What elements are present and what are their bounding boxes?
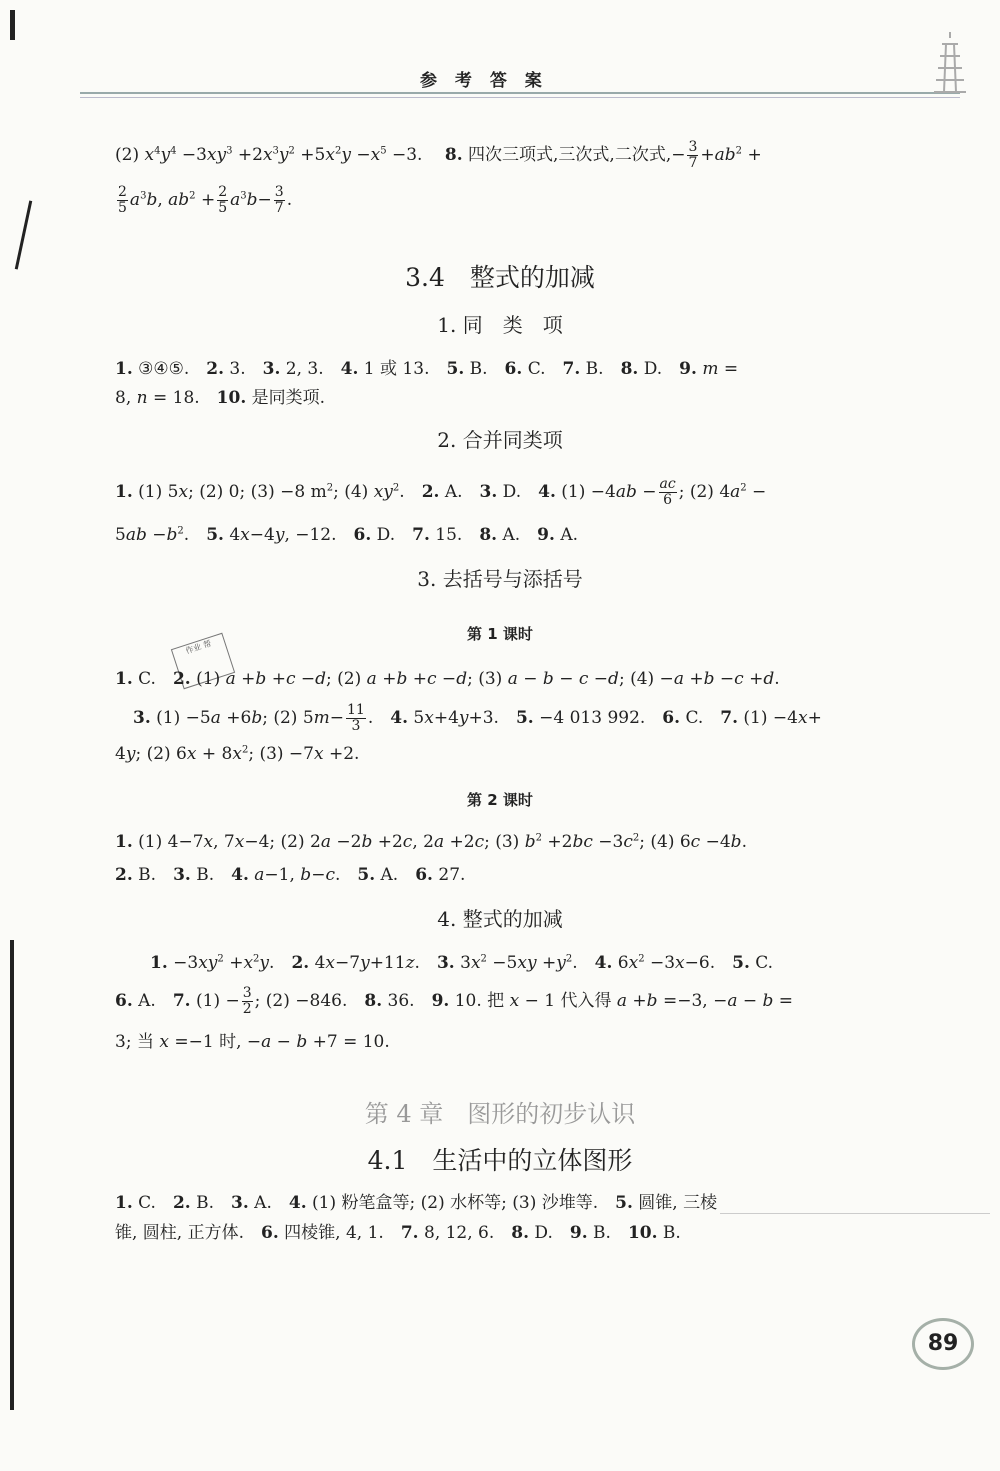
answer-line: 1. $-3xy^2 +x^2y$. 2. 4x−7y+11z. 3. $3x^2 -5xy +y^2$. 4. $6x^2 -3x-6$. 5. C. — [150, 953, 774, 973]
subsection-title: 2. 合并同类项 — [437, 428, 563, 452]
section-title: 3.4 整式的加减 — [405, 263, 595, 292]
page-edge-mark — [10, 10, 15, 40]
subsection-title: 1. 同 类 项 — [437, 313, 563, 337]
answer-line: 1. ③④⑤. 2. 3. 3. 2, 3. 4. 1 或 13. 5. B. 6. C. 7. B. 8. D. 9. m = — [115, 359, 739, 379]
answer-line: $\frac{2}{5}$ $a^3b$, $ab^2$ + $\frac{2}{5}$ $a^3b-$ $\frac{3}{7}$ . — [118, 184, 293, 216]
answer-line: 锥, 圆柱, 正方体. 6. 四棱锥, 4, 1. 7. 8, 12, 6. 8. D. 9. B. 10. B. — [115, 1223, 681, 1243]
answer-line: (2) $x^4y^4 -3xy^3 +2x^3y^2 +5x^2y -x^5 -3$. 8. 四次三项式,三次式,二次式,− $\frac{3}{7}$ $+ab^2$ + — [115, 139, 762, 171]
section-title: 4.1 生活中的立体图形 — [367, 1146, 633, 1175]
answer-line: 3. (1) −5a +6b; (2) 5m− $\frac{11}{3}$ . 4. 5x+4y+3. 5. −4 013 992. 6. C. 7. (1) −4x+ — [133, 702, 822, 734]
answer-line: 8, n = 18. 10. 是同类项. — [115, 388, 326, 408]
header-rule — [80, 92, 960, 94]
pagoda-icon — [930, 30, 970, 100]
lesson-title: 第 1 课时 — [467, 625, 533, 643]
answer-line: 1. (1) 4−7x, 7x−4; (2) 2a −2b +2c, 2a +2c; (3) $b^2 +2bc -3c^2$; (4) 6c −4b. — [115, 832, 747, 852]
stamp-mark: 作业 帮 — [171, 633, 235, 690]
lesson-title: 第 2 课时 — [467, 791, 533, 809]
answer-line: 1. C. 2. (1) a +b +c −d; (2) a +b +c −d; (3) a − b − c −d; (4) −a +b −c +d. — [115, 669, 780, 689]
subsection-title: 3. 去括号与添括号 — [417, 567, 583, 591]
divider — [720, 1213, 990, 1214]
answer-line: $5ab -b^2$. 5. 4x−4y, −12. 6. D. 7. 15. 8. A. 9. A. — [115, 525, 579, 545]
chapter-title: 第 4 章 图形的初步认识 — [364, 1100, 636, 1128]
answer-line: 3; 当 x =−1 时, −a − b +7 = 10. — [115, 1032, 390, 1052]
answer-line: 1. (1) 5x; (2) 0; (3) −8 $m^2$; (4) $xy^2$. 2. A. 3. D. 4. (1) −4ab − $\frac{ac}{6}$ ; (2) $4a^2$ − — [115, 476, 767, 508]
answer-line: 1. C. 2. B. 3. A. 4. (1) 粉笔盒等; (2) 水杯等; (3) 沙堆等. 5. 圆锥, 三棱 — [115, 1193, 718, 1213]
answer-line: 4y; (2) $6x + 8x^2$; (3) −7x +2. — [115, 744, 360, 764]
answer-line: 6. A. 7. (1) − $\frac{3}{2}$ ; (2) −846. 8. 36. 9. 10. 把 x − 1 代入得 a +b =−3, −a − b = — [115, 985, 794, 1017]
header-rule-thin — [80, 97, 960, 98]
subsection-title: 4. 整式的加减 — [437, 907, 563, 931]
page-number: 89 — [912, 1318, 974, 1370]
header-title: 参 考 答 案 — [420, 71, 548, 91]
answer-line: 2. B. 3. B. 4. a−1, b−c. 5. A. 6. 27. — [115, 865, 466, 885]
